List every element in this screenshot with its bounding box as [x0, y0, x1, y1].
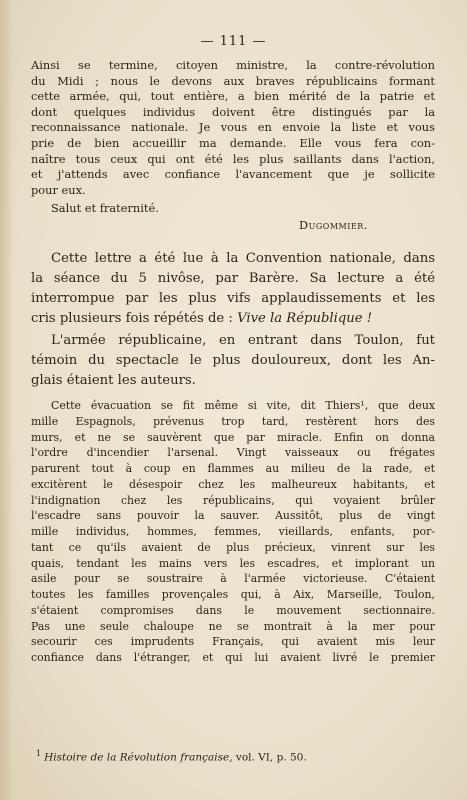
footnote-reference: vol. VI, p. 50.: [232, 751, 307, 764]
paragraph-text: cris plusieurs fois répétés de :: [31, 311, 238, 326]
quote-line: toutes les familles provençales qui, à Aix, Marseille, Toulon,: [31, 588, 435, 601]
main-paragraph-2: [31, 331, 435, 391]
quoted-passage: [31, 398, 435, 666]
quote-line: tant ce qu'ils avaient de plus précieux, vinrent sur les: [31, 540, 435, 554]
footnote-mark: 1: [36, 749, 42, 758]
letter-line: reconnaissance nationale. Je vous en envoie la liste et vous: [31, 120, 435, 135]
paragraph-line: L'armée républicaine, en entrant dans Toulon, fut: [51, 333, 435, 348]
letter-line: naître tous ceux qui ont été les plus saillants dans l'action,: [31, 151, 435, 166]
letter-signature: Dugommier.: [299, 217, 368, 232]
letter-line: du Midi ; nous le devons aux braves républicains formant: [31, 73, 435, 88]
quote-line: asile pour se soustraire à l'armée victorieuse. C'étaient: [31, 572, 435, 586]
quote-line: l'escadre sans pouvoir la sauver. Aussitôt, plus de vingt: [31, 509, 435, 523]
letter-line: Ainsi se termine, citoyen ministre, la contre-révolution: [31, 58, 435, 72]
paragraph-line: glais étaient les auteurs.: [31, 373, 196, 388]
quote-line: Pas une seule chaloupe ne se montrait à la mer pour: [31, 619, 435, 633]
paragraph-line: interrompue par les plus vifs applaudissements et les: [31, 291, 435, 306]
quote-line: s'étaient compromises dans le mouvement sectionnaire.: [31, 603, 435, 617]
letter-excerpt: [31, 58, 435, 234]
quote-line: secourir ces imprudents Français, qui avaient mis leur: [31, 635, 435, 649]
quote-line: l'ordre d'incendier l'arsenal. Vingt vaisseaux ou frégates: [31, 446, 435, 460]
quote-line: mille individus, hommes, femmes, vieillards, enfants, por-: [31, 525, 435, 538]
quote-line: excitèrent le désespoir chez les malheureux habitants, et: [31, 477, 435, 491]
letter-closing: Salut et fraternité.: [51, 201, 159, 216]
page-number: — 111 —: [200, 34, 267, 49]
letter-line: dont quelques individus doivent être distingués par la: [31, 104, 435, 119]
paragraph-line: témoin du spectacle le plus douloureux, dont les An-: [31, 353, 435, 368]
paragraph-line: la séance du 5 nivôse, par Barère. Sa lecture a été: [31, 271, 435, 286]
italic-exclamation: Vive la République !: [237, 311, 373, 326]
page-gutter-shadow: [0, 0, 14, 800]
quote-line: l'indignation chez les républicains, qui voyaient brûler: [31, 493, 435, 507]
letter-line: prie de bien accueillir ma demande. Elle vous fera con-: [31, 135, 435, 150]
quote-line: parurent tout à coup en flammes au milieu de la rade, et: [31, 462, 435, 475]
paragraph-line-last: [31, 309, 435, 329]
main-paragraph-1: [31, 249, 435, 329]
quote-line: confiance dans l'étranger, et qui lui avaient livré le premier: [31, 651, 435, 664]
letter-line: et j'attends avec confiance l'avancement que je sollicite: [31, 167, 435, 182]
quote-line: mille Espagnols, prévenus trop tard, restèrent hors des: [31, 414, 435, 428]
letter-line: cette armée, qui, tout entière, a bien mérité de la patrie et: [31, 89, 435, 104]
quote-line: Cette évacuation se fit même si vite, dit Thiers¹, que deux: [51, 399, 435, 412]
footnote: [36, 749, 307, 764]
footnote-title: Histoire de la Révolution française,: [44, 751, 233, 764]
letter-line: pour eux.: [31, 182, 86, 197]
quote-line: murs, et ne se sauvèrent que par miracle. Enfin on donna: [31, 430, 435, 444]
quote-line: quais, tendant les mains vers les escadres, et implorant un: [31, 556, 435, 570]
paragraph-line: Cette lettre a été lue à la Convention nationale, dans: [51, 251, 435, 266]
